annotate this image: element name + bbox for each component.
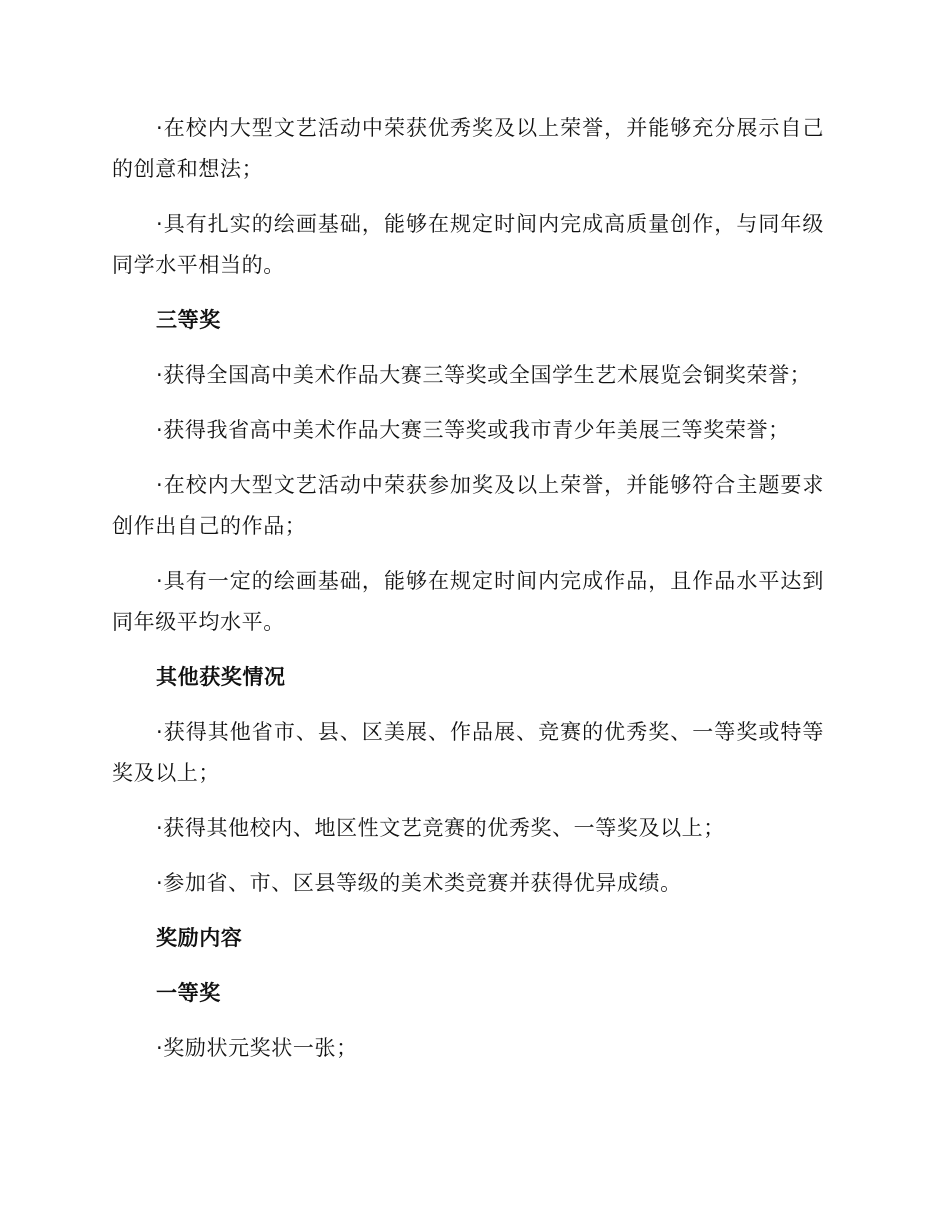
- list-item-text: 在校内大型文艺活动中荣获参加奖及以上荣誉，并能够符合主题要求创作出自己的作品；: [112, 473, 824, 538]
- list-item-text: 获得其他校内、地区性文艺竞赛的优秀奖、一等奖及以上；: [163, 816, 725, 840]
- list-item-text: 具有扎实的绘画基础，能够在规定时间内完成高质量创作，与同年级同学水平相当的。: [112, 212, 824, 277]
- bullet-marker: ·: [156, 212, 164, 236]
- list-item: [112, 863, 824, 904]
- list-item: [112, 808, 824, 849]
- section-heading-first-prize: 一等奖: [156, 981, 221, 1005]
- bullet-marker: ·: [156, 363, 164, 387]
- list-item: [112, 355, 824, 396]
- section-heading-other-awards: 其他获奖情况: [156, 665, 286, 689]
- bullet-marker: ·: [156, 816, 164, 840]
- bullet-marker: ·: [156, 569, 164, 593]
- bullet-marker: ·: [156, 871, 164, 895]
- list-item: [112, 410, 824, 451]
- list-item-text: 获得我省高中美术作品大赛三等奖或我市青少年美展三等奖荣誉；: [163, 418, 790, 442]
- bullet-marker: ·: [156, 720, 164, 744]
- list-item: [112, 712, 824, 794]
- bullet-marker: ·: [156, 116, 164, 140]
- section-heading-reward-content: 奖励内容: [156, 926, 243, 950]
- list-item: [112, 1028, 824, 1069]
- list-item-text: 在校内大型文艺活动中荣获优秀奖及以上荣誉，并能够充分展示自己的创意和想法；: [112, 116, 824, 181]
- list-item: [112, 465, 824, 547]
- list-item-text: 参加省、市、区县等级的美术类竞赛并获得优异成绩。: [163, 871, 682, 895]
- list-item-text: 具有一定的绘画基础，能够在规定时间内完成作品，且作品水平达到同年级平均水平。: [112, 569, 824, 634]
- list-item-text: 获得其他省市、县、区美展、作品展、竞赛的优秀奖、一等奖或特等奖及以上；: [112, 720, 824, 785]
- list-item-text: 获得全国高中美术作品大赛三等奖或全国学生艺术展览会铜奖荣誉；: [163, 363, 812, 387]
- document-body: [112, 108, 824, 1083]
- list-item: [112, 204, 824, 286]
- section-heading-third-prize: 三等奖: [156, 308, 221, 332]
- list-item-text: 奖励状元奖状一张；: [163, 1036, 358, 1060]
- bullet-marker: ·: [156, 418, 164, 442]
- bullet-marker: ·: [156, 473, 164, 497]
- list-item: [112, 108, 824, 190]
- list-item: [112, 561, 824, 643]
- bullet-marker: ·: [156, 1036, 164, 1060]
